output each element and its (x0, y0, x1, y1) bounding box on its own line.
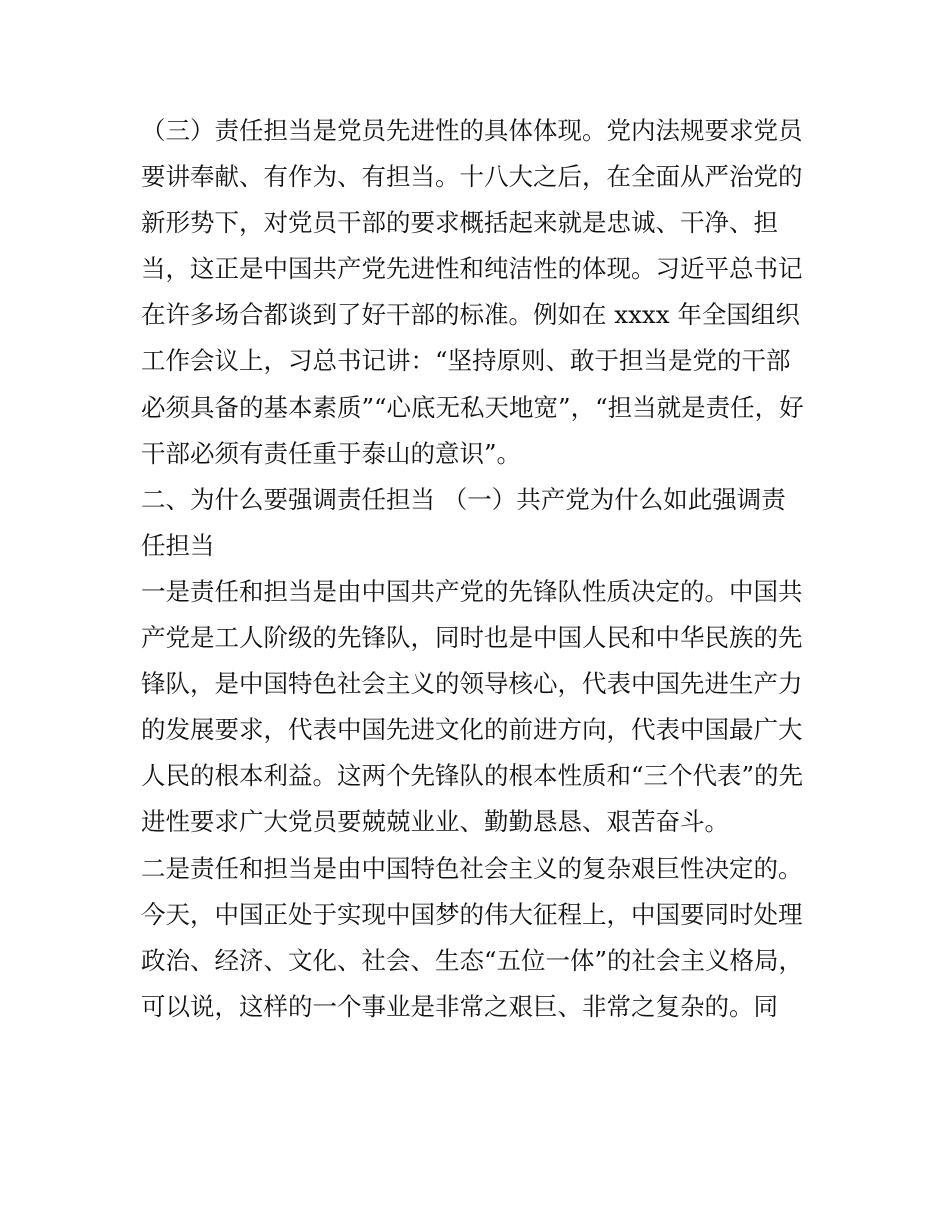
text-line-20: 可以说，这样的一个事业是非常之艰巨、非常之复杂的。同 (141, 991, 778, 1021)
text-line-5: 在许多场合都谈到了好干部的标准。例如在 xxxx 年全国组织 (141, 300, 800, 330)
text-line-6: 工作会议上，习总书记讲：“坚持原则、敢于担当是党的干部 (141, 346, 791, 376)
text-line-7: 必须具备的基本素质”“心底无私天地宽”，“担当就是责任，好 (141, 392, 804, 422)
text-line-18: 今天，中国正处于实现中国梦的伟大征程上，中国要同时处理 (141, 899, 803, 929)
text-line-4: 当，这正是中国共产党先进性和纯洁性的体现。习近平总书记 (141, 254, 803, 284)
text-line-1: （三）责任担当是党员先进性的具体体现。党内法规要求党员 (141, 116, 803, 145)
text-line-14: 的发展要求，代表中国先进文化的前进方向，代表中国最广大 (141, 715, 803, 745)
text-line-17: 二是责任和担当是由中国特色社会主义的复杂艰巨性决定的。 (141, 853, 803, 883)
text-line-11: 一是责任和担当是由中国共产党的先锋队性质决定的。中国共 (141, 576, 803, 606)
text-line-8: 干部必须有责任重于泰山的意识”。 (141, 438, 522, 468)
section-heading-line-2: 任担当 (141, 530, 215, 560)
text-line-13: 锋队，是中国特色社会主义的领导核心，代表中国先进生产力 (141, 669, 803, 699)
document-body (141, 108, 813, 1030)
text-line-16: 进性要求广大党员要兢兢业业、勤勤恳恳、艰苦奋斗。 (141, 807, 729, 837)
section-heading-line-1: 二、为什么要强调责任担当 （一）共产党为什么如此强调责 (141, 484, 786, 514)
text-line-19: 政治、经济、文化、社会、生态“五位一体”的社会主义格局， (141, 945, 804, 975)
text-line-3: 新形势下，对党员干部的要求概括起来就是忠诚、干净、担 (141, 208, 778, 238)
text-line-12: 产党是工人阶级的先锋队，同时也是中国人民和中华民族的先 (141, 623, 803, 653)
text-line-15: 人民的根本利益。这两个先锋队的根本性质和“三个代表”的先 (141, 761, 804, 791)
text-line-2: 要讲奉献、有作为、有担当。十八大之后，在全面从严治党的 (141, 162, 803, 192)
